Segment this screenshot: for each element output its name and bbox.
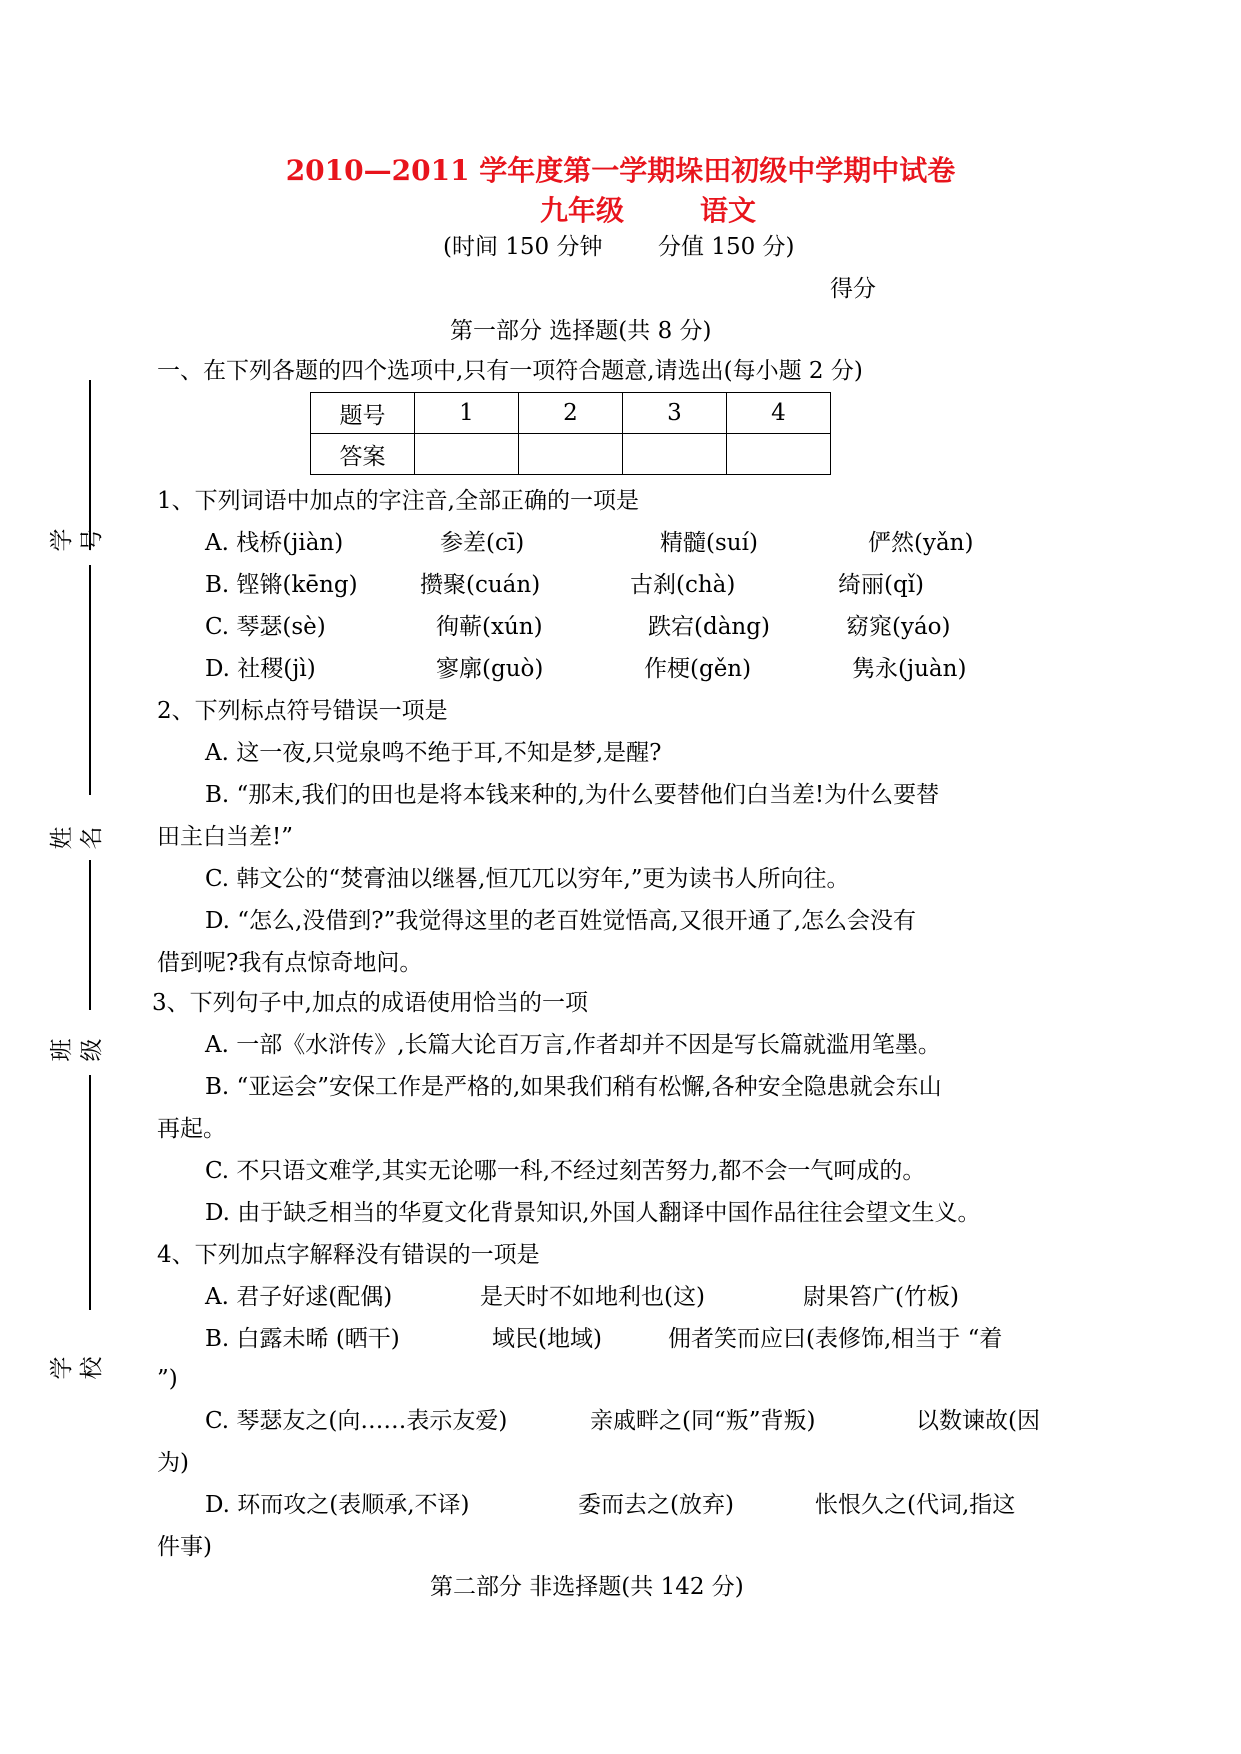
q2-option-d-line2: 借到呢?我有点惊奇地问。 [157,950,423,976]
q1-option-a4: 俨然(yǎn) [868,530,974,556]
q4-option-d1: D. 环而攻之(表顺承,不译) [205,1492,470,1518]
exam-score: 分值 150 分) [658,234,795,260]
answer-table [310,392,831,475]
table-cell: 3 [623,393,727,434]
answer-cell[interactable] [519,434,623,475]
school-label: 学校 [49,1356,105,1380]
q3-option-b-line2: 再起。 [157,1116,226,1142]
table-cell: 4 [727,393,831,434]
q1-stem: 1、下列词语中加点的字注音,全部正确的一项是 [157,488,639,514]
q3-stem: 3、下列句子中,加点的成语使用恰当的一项 [152,990,588,1016]
grade-label: 九年级 [540,194,625,227]
name-rule [89,565,91,795]
answer-cell[interactable] [623,434,727,475]
answer-cell[interactable] [727,434,831,475]
exam-time: (时间 150 分钟 [443,234,603,260]
q3-option-c: C. 不只语文难学,其实无论哪一科,不经过刻苦努力,都不会一气呵成的。 [205,1158,926,1184]
part2-heading: 第二部分 非选择题(共 142 分) [430,1574,744,1600]
q4-option-a2: 是天时不如地利也(这) [480,1284,705,1310]
q1-option-d3: 作梗(gěn) [644,656,752,682]
score-label: 得分 [830,276,876,302]
q3-option-a: A. 一部《水浒传》,长篇大论百万言,作者却并不因是写长篇就滥用笔墨。 [205,1032,941,1058]
answer-cell[interactable] [415,434,519,475]
q2-option-b-line2: 田主白当差!” [157,824,294,850]
q1-option-c4: 窈窕(yáo) [846,614,951,640]
q2-option-c: C. 韩文公的“焚膏油以继晷,恒兀兀以穷年,”更为读书人所向往。 [205,866,850,892]
name-label: 姓名 [49,826,105,850]
q4-option-b3: 佣者笑而应曰(表修饰,相当于 “着 [668,1326,1003,1352]
q1-option-d1: D. 社稷(jì) [205,656,316,682]
table-row [311,393,831,434]
table-header-cell: 题号 [311,393,415,434]
q4-option-b1: B. 白露未晞 (晒干) [205,1326,400,1352]
q4-option-c1: C. 琴瑟友之(向……表示友爱) [205,1408,508,1434]
q4-option-c2: 亲戚畔之(同“叛”背叛) [590,1408,816,1434]
q2-option-d-line1: D. “怎么,没借到?”我觉得这里的老百姓觉悟高,又很开通了,怎么会没有 [205,908,917,934]
q1-option-b2: 攒聚(cuán) [420,572,541,598]
part1-heading: 第一部分 选择题(共 8 分) [450,318,712,344]
q1-option-c3: 跌宕(dàng) [648,614,770,640]
q4-option-b-wrap: ”) [157,1366,178,1392]
q4-option-a1: A. 君子好逑(配偶) [205,1284,393,1310]
school-rule [89,1075,91,1310]
q4-option-b2: 域民(地域) [492,1326,602,1352]
q4-stem: 4、下列加点字解释没有错误的一项是 [157,1242,540,1268]
part1-instruction: 一、在下列各题的四个选项中,只有一项符合题意,请选出(每小题 2 分) [157,358,863,384]
q1-option-b3: 古刹(chà) [630,572,736,598]
table-cell: 1 [415,393,519,434]
q4-option-d-wrap: 件事) [157,1534,212,1560]
student-id-label: 学号 [49,528,105,552]
q1-option-b4: 绮丽(qǐ) [838,572,925,598]
class-rule [89,860,91,1010]
q2-option-a: A. 这一夜,只觉泉鸣不绝于耳,不知是梦,是醒? [205,740,662,766]
exam-title: 2010—2011 学年度第一学期垛田初级中学期中试卷 [285,154,956,187]
q1-option-a2: 参差(cī) [440,530,525,556]
class-label: 班级 [49,1038,105,1062]
q4-option-d2: 委而去之(放弃) [578,1492,734,1518]
table-cell: 2 [519,393,623,434]
q1-option-b1: B. 铿锵(kēng) [205,572,358,598]
q2-option-b-line1: B. “那末,我们的田也是将本钱来种的,为什么要替他们白当差!为什么要替 [205,782,940,808]
table-row [311,434,831,475]
q1-option-d4: 隽永(juàn) [852,656,967,682]
q1-option-a1: A. 栈桥(jiàn) [205,530,344,556]
q1-option-c2: 徇蕲(xún) [436,614,543,640]
q3-option-d: D. 由于缺乏相当的华夏文化背景知识,外国人翻译中国作品往往会望文生义。 [205,1200,981,1226]
q4-option-d3: 怅恨久之(代词,指这 [815,1492,1016,1518]
q1-option-d2: 寥廓(guò) [436,656,544,682]
q1-option-a3: 精髓(suí) [660,530,758,556]
q4-option-c-wrap: 为) [157,1450,189,1476]
q4-option-c3: 以数谏故(因 [916,1408,1040,1434]
q2-stem: 2、下列标点符号错误一项是 [157,698,448,724]
q4-option-a3: 尉果笞广(竹板) [803,1284,959,1310]
subject-label: 语文 [700,194,757,227]
q3-option-b-line1: B. “亚运会”安保工作是严格的,如果我们稍有松懈,各种安全隐患就会东山 [205,1074,942,1100]
table-header-cell: 答案 [311,434,415,475]
q1-option-c1: C. 琴瑟(sè) [205,614,326,640]
